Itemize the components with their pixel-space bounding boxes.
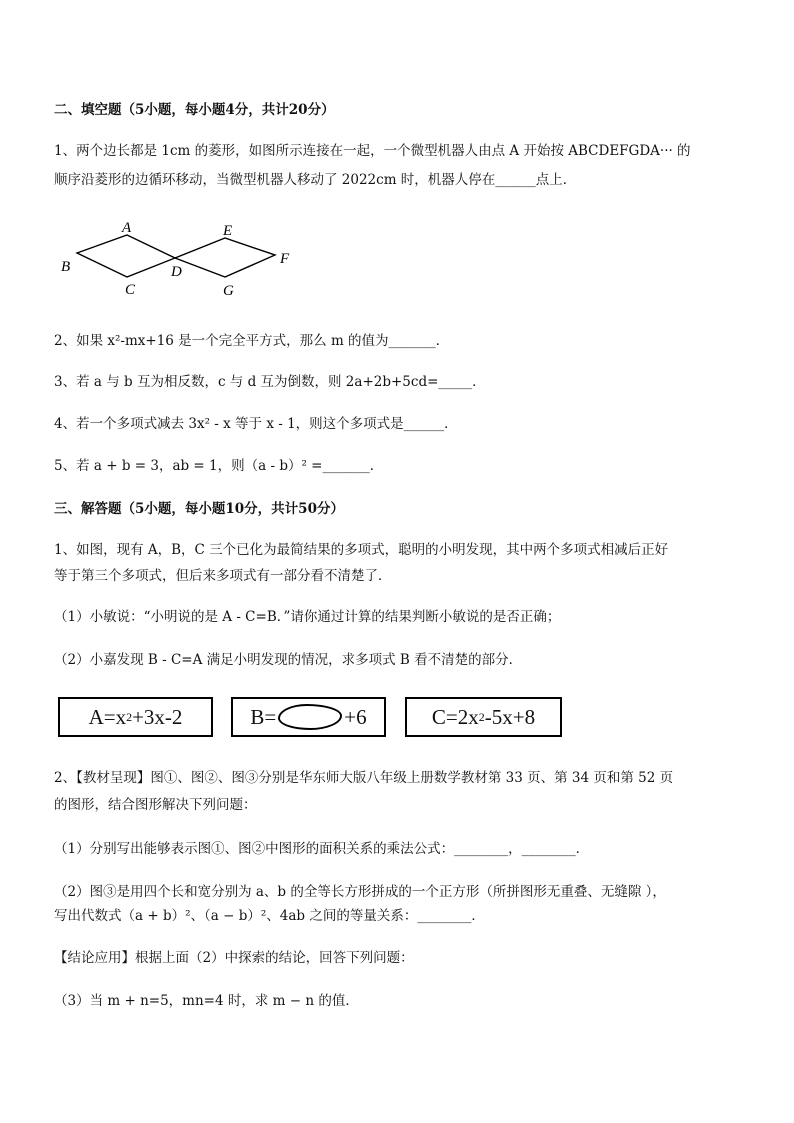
question-text: （1）小敏说：“小明说的是 A - C=B．”请你通过计算的结果判断小敏说的是否正确； (54, 609, 561, 625)
label-e: E (223, 223, 233, 239)
box-a-suffix: +3x-2 (132, 704, 183, 729)
question-text: 1、如图，现有 A，B，C 三个已化为最简结果的多项式，聪明的小明发现，其中两个多项式相减后正好 (54, 542, 669, 558)
label-g: G (223, 283, 234, 299)
polynomial-box-a (58, 697, 213, 737)
rhombus-left (77, 235, 175, 277)
rhombus-right (175, 238, 275, 277)
polynomial-box-b (231, 697, 386, 737)
question-text: （2）图③是用四个长和宽分别为 a、b 的全等长方形拼成的一个正方形（所拼图形无重叠、无缝隙 ）， (54, 884, 666, 900)
question-text: （2）小嘉发现 B - C=A 满足小明发现的情况，求多项式 B 看不清楚的部分． (54, 652, 523, 668)
box-a-prefix: A=x (88, 704, 127, 729)
question-text: 的图形，结合图形解决下列问题： (54, 797, 257, 813)
box-c-prefix: C=2x (431, 704, 479, 729)
box-a-exponent: 2 (126, 709, 133, 724)
section-3-heading: 三、解答题（5小题，每小题10分，共计50分） (54, 501, 344, 517)
polynomial-box-c (405, 697, 562, 737)
box-b-suffix: +6 (344, 704, 367, 729)
label-b: B (61, 259, 71, 275)
label-d: D (171, 264, 182, 280)
label-f: F (280, 251, 290, 267)
question-text: 3、若 a 与 b 互为相反数，c 与 d 互为倒数，则 2a+2b+5cd=_____． (54, 374, 486, 390)
box-b-prefix: B= (250, 704, 277, 729)
label-a: A (122, 220, 132, 236)
box-c-suffix: -5x+8 (484, 704, 536, 729)
question-text: 2、【教材呈现】图①、图②、图③分别是华东师大版八年级上册数学教材第 33 页、第 34 页和第 52 页 (54, 770, 674, 786)
section-2-heading: 二、填空题（5小题，每小题4分，共计20分） (54, 102, 335, 118)
question-text: （3）当 m + n=5，mn=4 时，求 m − n 的值． (54, 993, 359, 1009)
question-text: 【结论应用】根据上面（2）中探索的结论，回答下列问题： (54, 950, 414, 966)
question-text: 1、两个边长都是 1cm 的菱形，如图所示连接在一起，一个微型机器人由点 A 开始按 ABCDEFGDA··· 的 (54, 143, 691, 159)
question-text: 写出代数式（a + b）²、（a − b）²、4ab 之间的等量关系：________． (54, 908, 485, 924)
question-text: （1）分别写出能够表示图①、图②中图形的面积关系的乘法公式：________，________． (54, 841, 590, 857)
question-text: 等于第三个多项式，但后来多项式有一部分看不清楚了． (54, 568, 392, 584)
box-c-exponent: 2 (478, 709, 485, 724)
question-text: 2、如果 x²-mx+16 是一个完全平方式，那么 m 的值为_______． (54, 333, 450, 349)
label-c: C (125, 282, 136, 298)
question-text: 5、若 a + b = 3，ab = 1，则（a - b）² =_______． (54, 458, 384, 474)
question-text: 顺序沿菱形的边循环移动，当微型机器人移动了 2022cm 时，机器人停在______点上． (54, 172, 577, 188)
question-text: 4、若一个多项式减去 3x² - x 等于 x - 1，则这个多项式是______． (54, 416, 458, 432)
rhombus-figure (50, 215, 310, 305)
obscured-blob (278, 704, 342, 730)
